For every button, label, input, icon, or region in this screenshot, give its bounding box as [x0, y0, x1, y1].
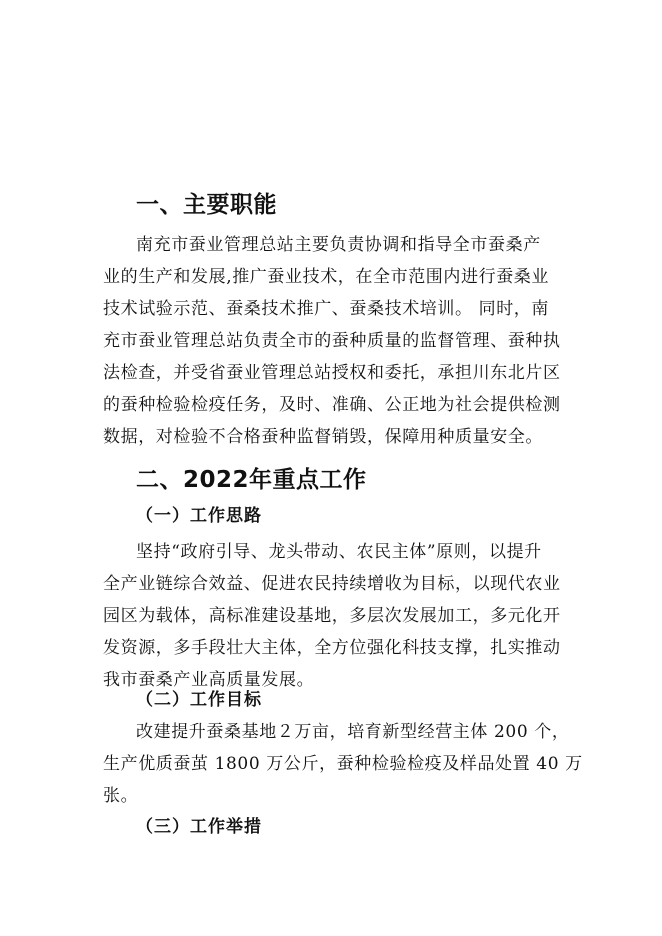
- subsection-1-line-5: 我市蚕桑产业高质量发展。: [103, 670, 315, 690]
- subsection-2-line-1: 改建提升蚕桑基地２万亩，培育新型经营主体 200 个，: [136, 722, 570, 742]
- section-1-line-3: 技术试验示范、蚕桑技术推广、蚕桑技术培训。 同时，南: [103, 299, 550, 319]
- subsection-1-line-4: 发资源，多手段壮大主体，全方位强化科技支撑，扎实推动: [103, 638, 561, 658]
- section-1-line-1: 南充市蚕业管理总站主要负责协调和指导全市蚕桑产: [136, 235, 541, 255]
- section-1-line-5: 法检查，并受省蚕业管理总站授权和委托，承担川东北片区: [103, 363, 561, 383]
- section-1-heading: 一、主要职能: [136, 192, 277, 218]
- section-1-line-4: 充市蚕业管理总站负责全市的蚕种质量的监督管理、蚕种执: [103, 331, 561, 351]
- subsection-1-line-2: 全产业链综合效益、促进农民持续增收为目标，以现代农业: [103, 574, 561, 594]
- section-1-line-6: 的蚕种检验检疫任务，及时、准确、公正地为社会提供检测: [103, 395, 561, 415]
- subsection-2-line-3: 张。: [103, 786, 139, 806]
- subsection-2-heading: （二）工作目标: [136, 690, 262, 710]
- subsection-1-heading: （一）工作思路: [136, 506, 262, 526]
- subsection-3-heading: （三）工作举措: [136, 817, 262, 837]
- section-2-heading: 二、2022年重点工作: [136, 467, 367, 493]
- subsection-2-line-2: 生产优质蚕茧 1800 万公斤，蚕种检验检疫及样品处置 40 万: [103, 754, 583, 774]
- section-1-line-7: 数据，对检验不合格蚕种监督销毁，保障用种质量安全。: [103, 427, 543, 447]
- subsection-1-line-1: 坚持“政府引导、龙头带动、农民主体”原则，以提升: [136, 542, 542, 562]
- subsection-1-line-3: 园区为载体，高标准建设基地，多层次发展加工，多元化开: [103, 606, 561, 626]
- section-1-line-2: 业的生产和发展,推广蚕业技术，在全市范围内进行蚕桑业: [103, 267, 550, 287]
